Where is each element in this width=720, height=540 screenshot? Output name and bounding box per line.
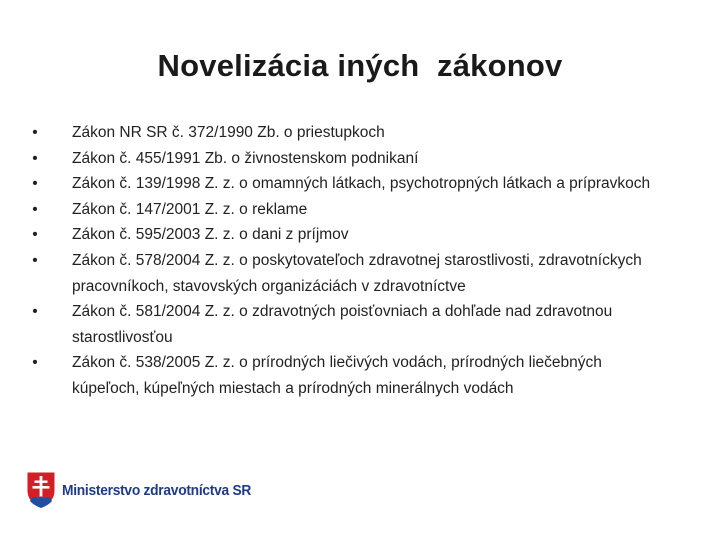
list-item: [28, 350, 668, 401]
ministry-name: Ministerstvo zdravotníctva SR: [62, 481, 252, 499]
bullet-icon: •: [32, 251, 38, 269]
list-item-text: Zákon č. 578/2004 Z. z. o poskytovateľoch zdravotnej starostlivosti, zdravotníckych pracovníkoch, stavovských organizáciách v zdravotníctve: [72, 251, 642, 295]
slovak-coat-of-arms-icon: [26, 471, 56, 509]
bullet-icon: •: [32, 175, 38, 193]
list-item: [28, 120, 668, 146]
list-item-text: Zákon NR SR č. 372/1990 Zb. o priestupkoch: [72, 124, 385, 141]
list-item-text: Zákon č. 139/1998 Z. z. o omamných látkach, psychotropných látkach a prípravkoch: [72, 175, 651, 193]
list-item-text: Zákon č. 455/1991 Zb. o živnostenskom podnikaní: [72, 149, 419, 167]
list-item-text: Zákon č. 595/2003 Z. z. o dani z príjmov: [72, 226, 349, 244]
list-item-text: Zákon č. 581/2004 Z. z. o zdravotných poisťovniach a dohľade nad zdravotnou starostlivosťou: [72, 303, 613, 346]
bullet-icon: •: [32, 226, 38, 244]
list-item: [28, 197, 668, 223]
list-item: [28, 171, 668, 197]
list-item-text: Zákon č. 147/2001 Z. z. o reklame: [72, 200, 308, 218]
list-item-text: Zákon č. 538/2005 Z. z. o prírodných liečivých vodách, prírodných liečebných kúpeľoch, kúpeľných miestach a prírodných minerálnych vodách: [72, 354, 602, 397]
list-item: [28, 299, 668, 350]
bullet-icon: •: [32, 200, 38, 218]
list-item: [28, 146, 668, 172]
bullet-icon: •: [32, 354, 38, 372]
list-item: [28, 248, 668, 299]
bullet-icon: •: [32, 124, 38, 141]
page-title: Novelizácia iných zákonov: [157, 48, 563, 83]
list-item: [28, 222, 668, 248]
ministry-logo: [26, 470, 268, 510]
law-list: [28, 120, 668, 402]
bullet-icon: •: [32, 149, 38, 167]
bullet-icon: •: [32, 303, 38, 321]
